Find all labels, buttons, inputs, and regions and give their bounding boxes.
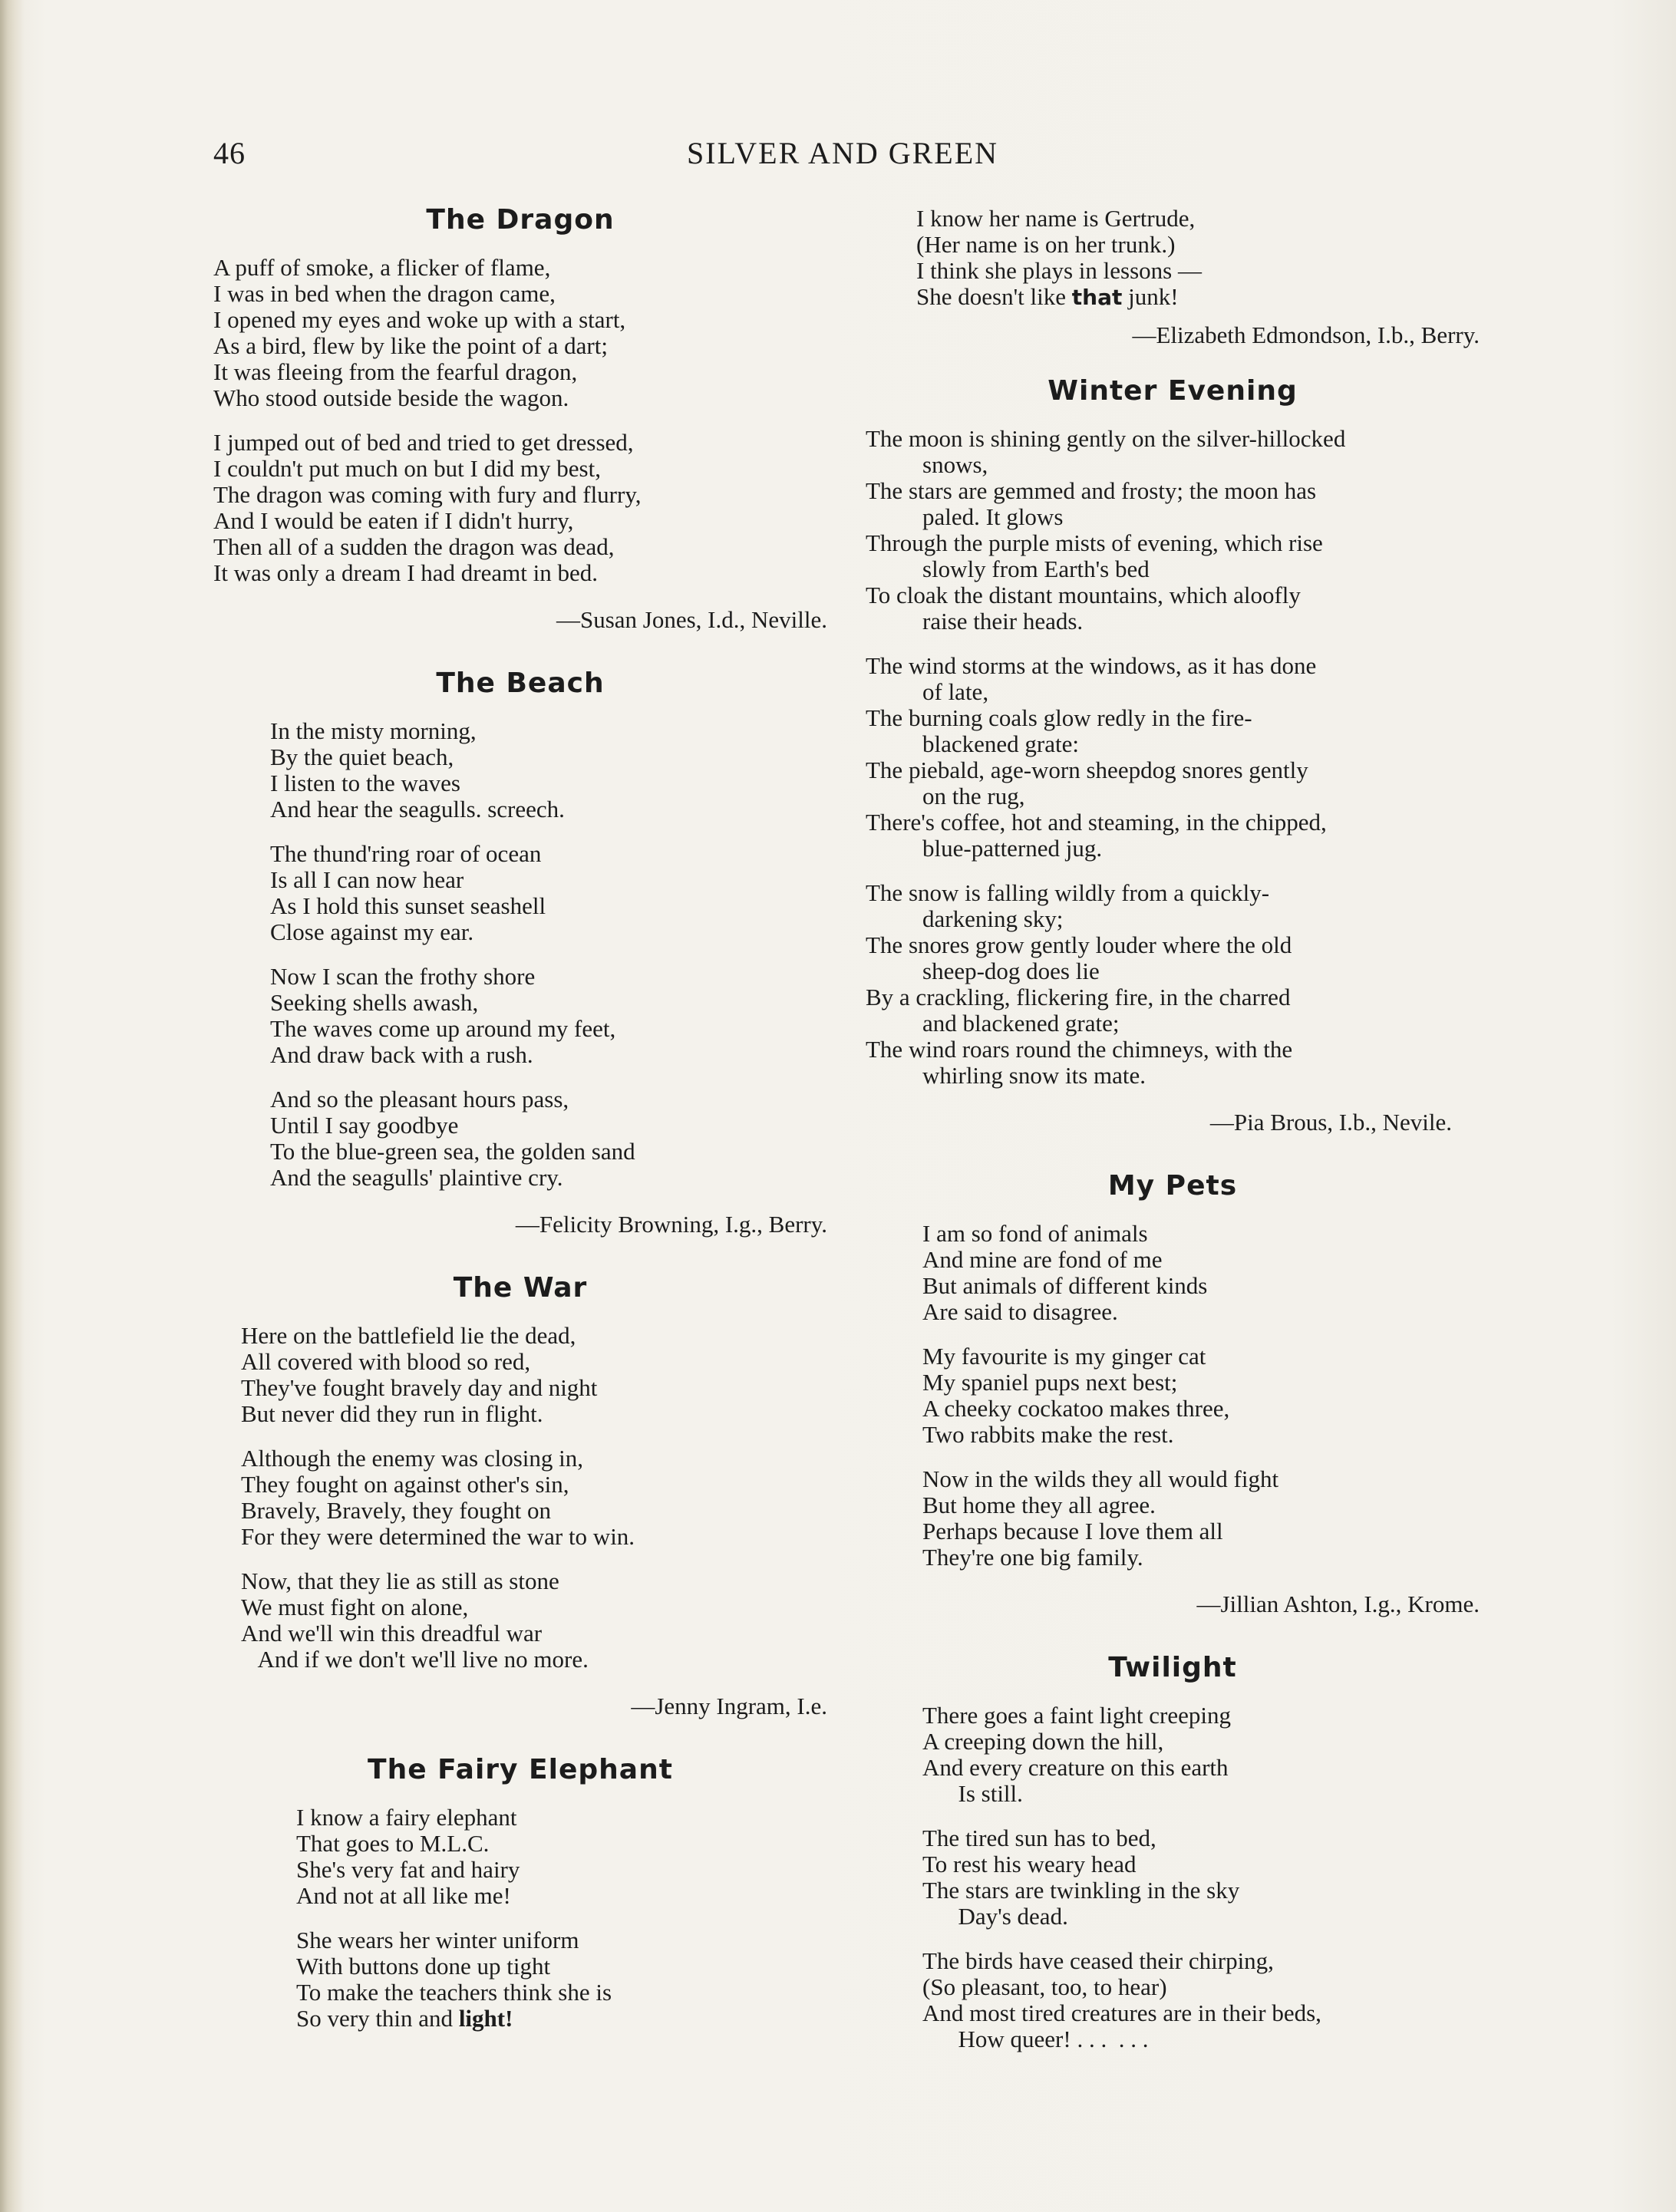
poem-the-fairy-elephant: [213, 1752, 827, 2032]
poem-line: There's coffee, hot and steaming, in the chipped,: [866, 809, 1327, 836]
poem-line: The piebald, age-worn sheepdog snores gently: [866, 757, 1308, 783]
poem-line: And most tired creatures are in their beds,: [922, 1999, 1321, 2026]
poem-title: The Beach: [436, 668, 605, 699]
poem-line: slowly from Earth's bed: [922, 555, 1150, 582]
poem-line: My spaniel pups next best;: [922, 1369, 1178, 1396]
poem-line: And every creature on this earth: [922, 1754, 1229, 1781]
poem-line: blackened grate:: [922, 730, 1079, 757]
poem-line: Perhaps because I love them all: [922, 1518, 1223, 1544]
stanza: [866, 653, 1480, 862]
poem-line: As a bird, flew by like the point of a dart;: [213, 332, 608, 359]
poem-line: They fought on against other's sin,: [241, 1471, 569, 1498]
stanza: [241, 1568, 827, 1673]
poem-line: Through the purple mists of evening, which rise: [866, 529, 1323, 556]
binding-edge: [0, 0, 25, 2212]
stanza: [922, 1221, 1480, 1325]
emphasis-text: that: [1071, 285, 1123, 310]
poem-line: The wind roars round the chimneys, with the: [866, 1036, 1293, 1063]
poem-line: The stars are gemmed and frosty; the moon has: [866, 477, 1317, 504]
poem-line: There goes a faint light creeping: [922, 1702, 1231, 1729]
poem-line-text: junk!: [1122, 283, 1179, 310]
poem-line: And I would be eaten if I didn't hurry,: [213, 507, 574, 534]
stanza: [296, 1805, 827, 1909]
poem-line: And mine are fond of me: [922, 1246, 1163, 1273]
poem-line: raise their heads.: [922, 608, 1084, 635]
poem-line: Until I say goodbye: [270, 1112, 459, 1139]
stanza: [270, 718, 827, 822]
stanza: [270, 1086, 827, 1191]
page-header: [213, 135, 1472, 181]
poem-line: We must fight on alone,: [241, 1594, 469, 1620]
poem-line: The waves come up around my feet,: [270, 1015, 616, 1042]
stanza: [922, 1948, 1480, 2052]
stanza: [922, 1343, 1480, 1448]
poem-line: The burning coals glow redly in the fire-: [866, 704, 1252, 731]
poem-line: And we'll win this dreadful war: [241, 1620, 543, 1647]
poem-line: darkening sky;: [922, 905, 1064, 932]
poem-line: Who stood outside beside the wagon.: [213, 384, 569, 411]
poem-author: —Elizabeth Edmondson, I.b., Berry.: [1132, 321, 1480, 348]
poem-line: I couldn't put much on but I did my best,: [213, 455, 601, 482]
poem-line: I jumped out of bed and tried to get dressed,: [213, 429, 634, 456]
poem-author: —Pia Brous, I.b., Nevile.: [1209, 1109, 1452, 1136]
poem-line: [296, 2006, 827, 2032]
poem-line: My favourite is my ginger cat: [922, 1343, 1206, 1370]
poem-line: Although the enemy was closing in,: [241, 1445, 583, 1472]
poem-line: She wears her winter uniform: [296, 1927, 579, 1953]
poem-line: [916, 284, 1480, 311]
poem-line: A puff of smoke, a flicker of flame,: [213, 254, 551, 281]
poem-line-text: She doesn't like: [916, 283, 1072, 310]
poem-line: of late,: [922, 678, 989, 705]
poem-title: The Dragon: [426, 204, 615, 236]
poem-line: I am so fond of animals: [922, 1220, 1148, 1247]
poem-line: To cloak the distant mountains, which aloofly: [866, 582, 1301, 608]
poem-twilight: [866, 1650, 1480, 2052]
poem-line: I opened my eyes and woke up with a start,: [213, 306, 626, 333]
page-number: 46: [213, 136, 246, 170]
poem-line: And draw back with a rush.: [270, 1041, 533, 1068]
emphasis-text: light!: [458, 2005, 513, 2032]
poem-author: —Jillian Ashton, I.g., Krome.: [1196, 1591, 1480, 1617]
poem-line: And if we don't we'll live no more.: [241, 1646, 589, 1673]
poem-line: To the blue-green sea, the golden sand: [270, 1138, 635, 1165]
poem-line: Bravely, Bravely, they fought on: [241, 1497, 552, 1524]
poem-line: The dragon was coming with fury and flurry,: [213, 481, 642, 508]
poem-line: Now, that they lie as still as stone: [241, 1568, 559, 1594]
poem-line: Is still.: [922, 1780, 1023, 1807]
poem-line: All covered with blood so red,: [241, 1348, 531, 1375]
poem-author: —Jenny Ingram, I.e.: [631, 1693, 827, 1719]
poem-line: on the rug,: [922, 783, 1025, 809]
poem-line: Close against my ear.: [270, 918, 474, 945]
poem-line: Day's dead.: [922, 1903, 1068, 1930]
stanza: [241, 1323, 827, 1427]
stanza: [270, 841, 827, 945]
poem-line: The wind storms at the windows, as it has done: [866, 652, 1317, 679]
poem-line: sheep-dog does lie: [922, 958, 1100, 984]
poem-the-fairy-elephant-continued: [866, 206, 1480, 351]
poem-the-dragon: [213, 203, 827, 635]
stanza: [916, 206, 1480, 311]
poem-line: They've fought bravely day and night: [241, 1374, 598, 1401]
poem-line: (So pleasant, too, to hear): [922, 1973, 1167, 2000]
poem-the-war: [213, 1271, 827, 1722]
poem-line: And so the pleasant hours pass,: [270, 1086, 569, 1113]
poem-line: But animals of different kinds: [922, 1272, 1208, 1299]
poem-line: As I hold this sunset seashell: [270, 892, 546, 919]
poem-line: paled. It glows: [922, 503, 1064, 530]
poem-line: By the quiet beach,: [270, 743, 454, 770]
poem-line: Are said to disagree.: [922, 1298, 1118, 1325]
left-column: [213, 203, 827, 2042]
stanza: [866, 426, 1480, 635]
poem-line: Is all I can now hear: [270, 866, 464, 893]
poem-line: And not at all like me!: [296, 1882, 511, 1909]
stanza: [922, 1825, 1480, 1930]
poem-line: It was only a dream I had dreamt in bed.: [213, 559, 598, 586]
poem-line: A cheeky cockatoo makes three,: [922, 1395, 1230, 1422]
poem-line: (Her name is on her trunk.): [916, 231, 1176, 258]
stanza: [213, 430, 827, 586]
stanza: [241, 1446, 827, 1550]
poem-line: But home they all agree.: [922, 1492, 1156, 1518]
poem-line: I was in bed when the dragon came,: [213, 280, 556, 307]
poem-line: For they were determined the war to win.: [241, 1523, 635, 1550]
poem-title: The War: [453, 1272, 588, 1304]
poem-my-pets: [866, 1169, 1480, 1620]
poem-line: The stars are twinkling in the sky: [922, 1877, 1240, 1904]
poem-author: —Felicity Browning, I.g., Berry.: [515, 1211, 827, 1238]
poem-title: The Fairy Elephant: [368, 1754, 673, 1785]
poem-line: The thund'ring roar of ocean: [270, 840, 542, 867]
poem-line: In the misty morning,: [270, 717, 477, 744]
poem-line: Here on the battlefield lie the dead,: [241, 1322, 576, 1349]
poem-line: whirling snow its mate.: [922, 1062, 1146, 1089]
running-title: SILVER AND GREEN: [686, 136, 999, 170]
poem-line: The snow is falling wildly from a quickly-: [866, 879, 1270, 906]
stanza: [213, 255, 827, 411]
poem-line: And hear the seagulls. screech.: [270, 796, 565, 822]
poem-line: snows,: [922, 451, 988, 478]
poem-the-beach: [213, 666, 827, 1240]
poem-author: —Susan Jones, I.d., Neville.: [556, 606, 827, 633]
right-column: [866, 206, 1480, 2063]
poem-line: It was fleeing from the fearful dragon,: [213, 358, 578, 385]
poem-line: A creeping down the hill,: [922, 1728, 1164, 1755]
poem-line: and blackened grate;: [922, 1010, 1120, 1037]
poem-line: The tired sun has to bed,: [922, 1825, 1156, 1851]
poem-line: I know a fairy elephant: [296, 1804, 517, 1831]
poem-title: My Pets: [1107, 1170, 1238, 1202]
poem-title: Twilight: [1108, 1652, 1237, 1683]
poem-line: Now in the wilds they all would fight: [922, 1465, 1279, 1492]
stanza: [922, 1466, 1480, 1571]
stanza: [270, 964, 827, 1068]
poem-line: Now I scan the frothy shore: [270, 963, 536, 990]
poem-line: They're one big family.: [922, 1544, 1143, 1571]
poem-line: By a crackling, flickering fire, in the charred: [866, 984, 1291, 1010]
poem-line: The birds have ceased their chirping,: [922, 1947, 1274, 1974]
poem-line: Two rabbits make the rest.: [922, 1421, 1174, 1448]
poem-line: With buttons done up tight: [296, 1953, 551, 1980]
poem-winter-evening: [866, 374, 1480, 1138]
poem-line: The moon is shining gently on the silver-hillocked: [866, 425, 1346, 452]
poem-line: But never did they run in flight.: [241, 1400, 543, 1427]
poem-line: That goes to M.L.C.: [296, 1830, 490, 1857]
poem-line: And the seagulls' plaintive cry.: [270, 1164, 563, 1191]
poem-line: The snores grow gently louder where the old: [866, 931, 1292, 958]
poem-line: How queer! . . . . . .: [922, 2026, 1149, 2052]
stanza: [922, 1703, 1480, 1807]
poem-line: Then all of a sudden the dragon was dead,: [213, 533, 615, 560]
poem-line: To make the teachers think she is: [296, 1979, 612, 2006]
poem-line: Seeking shells awash,: [270, 989, 479, 1016]
stanza: [296, 1927, 827, 2032]
poem-line-text: So very thin and: [296, 2005, 459, 2032]
poem-line: I know her name is Gertrude,: [916, 205, 1196, 232]
poem-line: I think she plays in lessons —: [916, 257, 1202, 284]
poem-line: To rest his weary head: [922, 1851, 1137, 1877]
stanza: [866, 880, 1480, 1089]
poem-line: I listen to the waves: [270, 770, 460, 796]
poem-title: Winter Evening: [1048, 375, 1298, 407]
poem-line: She's very fat and hairy: [296, 1856, 520, 1883]
poem-line: blue-patterned jug.: [922, 835, 1103, 862]
